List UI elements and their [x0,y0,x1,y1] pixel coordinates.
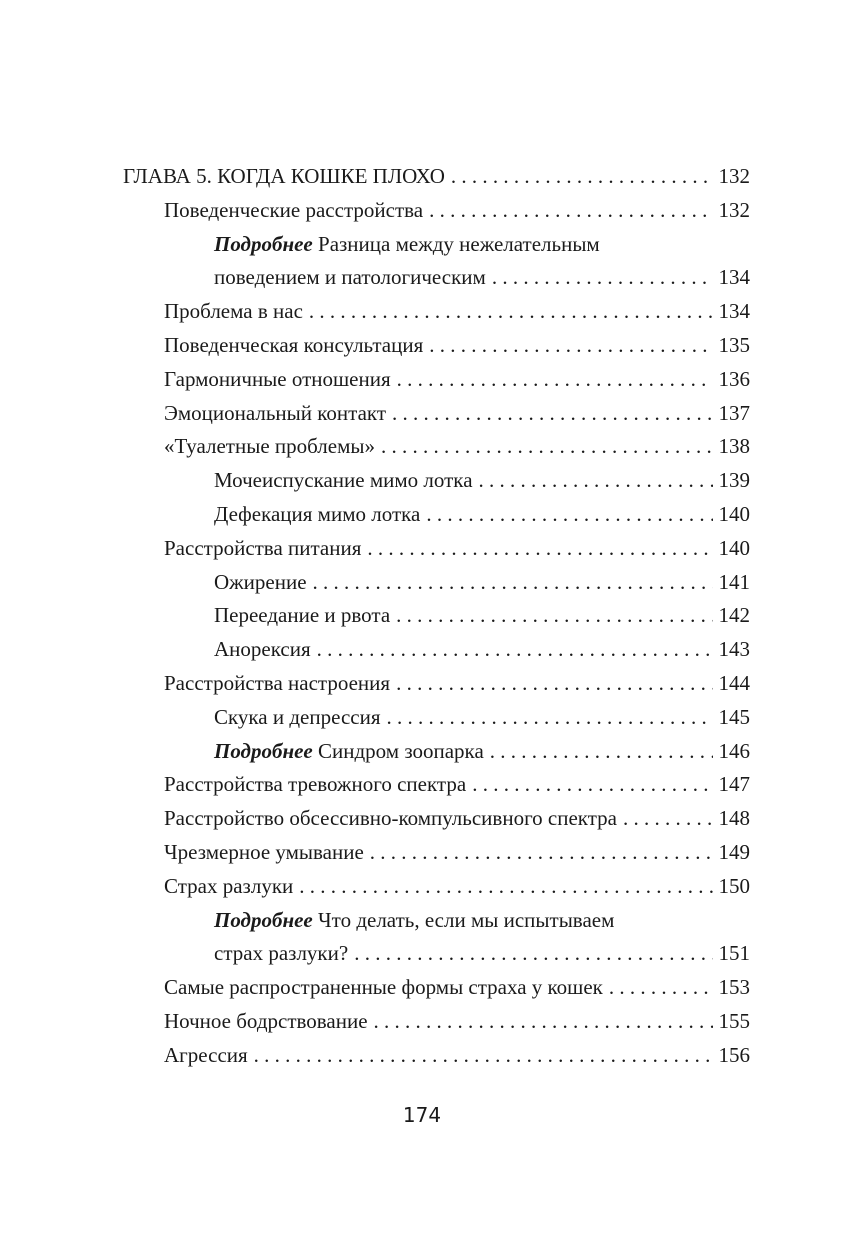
dot-leader [396,667,712,701]
dot-leader [479,464,713,498]
toc-entry [0,363,844,397]
dot-leader [396,599,712,633]
toc-entry [0,768,844,802]
toc-subentry [0,566,844,600]
dot-leader [426,498,712,532]
toc-entry [0,295,844,329]
toc-entry-title: Анорексия [214,637,311,662]
toc-entry-page: 141 [718,569,750,594]
toc-entry-page: 145 [718,704,750,729]
toc-entry-page: 136 [718,366,750,391]
toc-entry-page: 143 [718,637,750,662]
toc-entry [0,667,844,701]
dot-leader [451,160,713,194]
toc-entry [0,802,844,836]
more-label: Подробнее [214,738,313,763]
toc-entry-page: 142 [718,603,750,628]
table-of-contents [0,160,844,1073]
toc-entry-page: 150 [718,873,750,898]
toc-entry-title: Мочеиспускание мимо лотка [214,468,473,493]
toc-sidebar-entry [0,735,844,769]
toc-chapter-entry [0,160,844,194]
dot-leader [490,735,713,769]
toc-entry-page: 134 [718,299,750,324]
toc-entry [0,194,844,228]
toc-entry-title: Расстройства настроения [164,670,391,695]
dot-leader [313,566,713,600]
toc-entry-page: 149 [718,839,750,864]
dot-leader [317,633,713,667]
toc-entry-page: 137 [718,400,750,425]
dot-leader [429,329,712,363]
dot-leader [609,971,713,1005]
toc-entry-page: 148 [718,806,750,831]
toc-entry [0,870,844,904]
toc-entry [0,971,844,1005]
toc-entry-title: Поведенческие расстройства [164,197,424,222]
toc-entry-title: Скука и депрессия [214,704,381,729]
toc-entry-page: 155 [718,1008,750,1033]
more-label: Подробнее [214,231,313,256]
dot-leader [254,1039,713,1073]
toc-entry-page: 134 [718,265,750,290]
toc-entry-page: 135 [718,332,750,357]
toc-entry-title: Поведенческая консультация [164,332,424,357]
toc-entry-title-continued: поведением и патологическим [214,265,486,290]
toc-entry-title-group [214,735,484,769]
more-label: Подробнее [214,907,313,932]
toc-entry-title: Агрессия [164,1042,248,1067]
toc-subentry [0,701,844,735]
dot-leader [397,363,713,397]
toc-entry [0,532,844,566]
toc-entry-title: Разница между нежелательным [318,231,600,256]
toc-entry-title: Гармоничные отношения [164,366,391,391]
dot-leader [370,836,713,870]
toc-entry-page: 146 [718,738,750,763]
dot-leader [381,430,712,464]
toc-entry-title: Расстройства питания [164,535,362,560]
dot-leader [367,532,712,566]
toc-entry-page: 132 [718,197,750,222]
toc-entry [0,430,844,464]
toc-entry-title: Чрезмерное умывание [164,839,364,864]
chapter-title: ГЛАВА 5. КОГДА КОШКЕ ПЛОХО [123,164,445,188]
dot-leader [392,397,713,431]
toc-entry-title: Ночное бодрствование [164,1008,368,1033]
toc-subentry [0,464,844,498]
toc-entry-page: 138 [718,434,750,459]
toc-entry-page: 140 [718,535,750,560]
toc-entry-title: Что делать, если мы испытываем [318,907,615,932]
toc-entry-page: 147 [718,772,750,797]
toc-entry-title: Синдром зоопарка [318,738,484,763]
toc-entry [0,329,844,363]
dot-leader [429,194,712,228]
toc-sidebar-entry-second-line [0,261,844,295]
dot-leader [472,768,712,802]
toc-entry-title: Эмоциональный контакт [164,400,386,425]
toc-entry-title: Самые распространенные формы страха у кошек [164,975,603,1000]
toc-entry [0,397,844,431]
toc-entry-title: «Туалетные проблемы» [164,434,376,459]
toc-entry [0,836,844,870]
toc-entry-title: Расстройства тревожного спектра [164,772,467,797]
dot-leader [492,261,713,295]
toc-entry-title: Дефекация мимо лотка [214,501,421,526]
toc-sidebar-entry-first-line [0,904,844,938]
toc-entry-page: 156 [718,1042,750,1067]
toc-entry-page: 153 [718,975,750,1000]
toc-entry-page: 151 [718,941,750,966]
toc-entry [0,1005,844,1039]
toc-entry-page: 139 [718,468,750,493]
toc-sidebar-entry-first-line [0,228,844,262]
toc-entry-title: Проблема в нас [164,299,303,324]
dot-leader [623,802,713,836]
toc-subentry [0,498,844,532]
dot-leader [299,870,712,904]
toc-entry-title: Ожирение [214,569,307,594]
dot-leader [354,937,712,971]
dot-leader [386,701,712,735]
toc-subentry [0,633,844,667]
toc-subentry [0,599,844,633]
toc-entry-page: 140 [718,501,750,526]
toc-sidebar-entry-second-line [0,937,844,971]
toc-entry [0,1039,844,1073]
chapter-page-number: 132 [718,164,750,188]
toc-entry-page: 144 [718,670,750,695]
toc-entry-title: Переедание и рвота [214,603,391,628]
toc-entry-title: Страх разлуки [164,873,294,898]
dot-leader [309,295,713,329]
toc-entry-title: Расстройство обсессивно-компульсивного спектра [164,806,617,831]
dot-leader [374,1005,713,1039]
page-number: 174 [402,1103,442,1127]
toc-entry-title-continued: страх разлуки? [214,941,349,966]
